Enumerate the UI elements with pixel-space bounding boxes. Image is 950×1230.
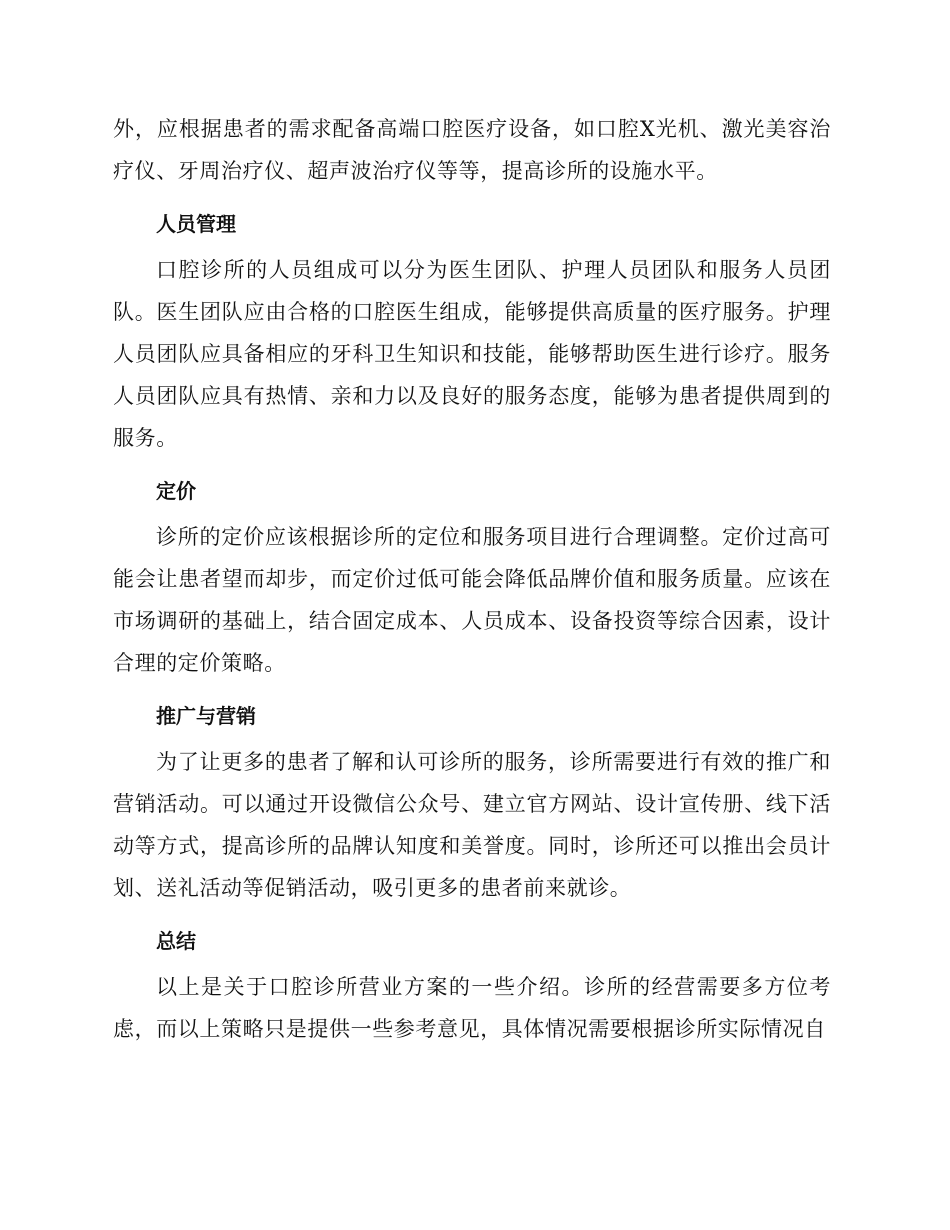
paragraph-pricing: 诊所的定价应该根据诊所的定位和服务项目进行合理调整。定价过高可能会让患者望而却步，而定价过低可能会降低品牌价值和服务质量。应该在市场调研的基础上，结合固定成本、人员成本、设备投资等综合因素，设计合理的定价策略。 [113, 525, 831, 675]
paragraph-summary: 以上是关于口腔诊所营业方案的一些介绍。诊所的经营需要多方位考虑，而以上策略只是提供一些参考意见，具体情况需要根据诊所实际情况自 [113, 975, 831, 1041]
section-heading-pricing: 定价 [156, 479, 196, 503]
section-heading-marketing: 推广与营销 [156, 704, 256, 728]
section-heading-summary: 总结 [156, 929, 196, 953]
document-body [113, 108, 831, 1050]
section-heading-staff: 人员管理 [156, 212, 236, 236]
paragraph-marketing: 为了让更多的患者了解和认可诊所的服务，诊所需要进行有效的推广和营销活动。可以通过开设微信公众号、建立官方网站、设计宣传册、线下活动等方式，提高诊所的品牌认知度和美誉度。同时，诊所还可以推出会员计划、送礼活动等促销活动，吸引更多的患者前来就诊。 [113, 750, 831, 900]
paragraph-staff: 口腔诊所的人员组成可以分为医生团队、护理人员团队和服务人员团队。医生团队应由合格的口腔医生组成，能够提供高质量的医疗服务。护理人员团队应具备相应的牙科卫生知识和技能，能够帮助医生进行诊疗。服务人员团队应具有热情、亲和力以及良好的服务态度，能够为患者提供周到的服务。 [113, 258, 831, 450]
paragraph-equipment: 外，应根据患者的需求配备高端口腔医疗设备，如口腔X光机、激光美容治疗仪、牙周治疗仪、超声波治疗仪等等，提高诊所的设施水平。 [113, 117, 831, 183]
